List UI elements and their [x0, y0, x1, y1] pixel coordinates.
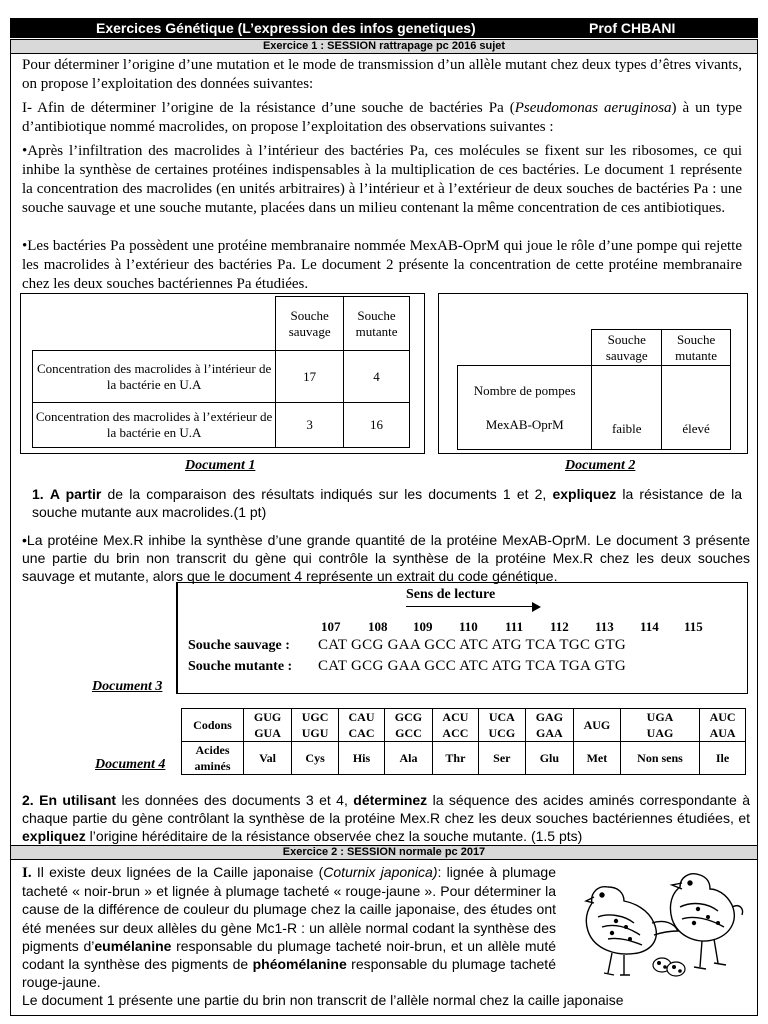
exercise-1-banner: Exercice 1 : SESSION rattrapage pc 2016 sujet [10, 39, 758, 54]
amino-acid-cell: Ile [700, 742, 746, 775]
q1-text-2: la résistance de la souche mutante aux macrolides.(1 pt) [32, 486, 742, 520]
doc2-mutant-value: élevé [662, 366, 731, 450]
q2-text-3: l’origine héréditaire de la résistance observée chez la souche mutante. (1.5 pts) [85, 828, 583, 844]
ex1-bullet-1: •Après l’infiltration des macrolides à l’intérieur des bactéries Pa, ces molécules se fixent sur les ribosomes, ce qui inhibe la synthèse de certaines protéines indispensables à la multiplication de ces bactéries. Le document 1 représente la concentration des macrolides (en unités arbitraires) à l’intérieur et à l’extérieur de deux souches de bactéries Pa : une souche sauvage et une souche mutante, placées dans un milieu contenant la même concentration de ces antibiotiques. [22, 143, 742, 216]
q1-keyword-1: A partir [49, 486, 102, 502]
position-113: 113 [595, 619, 614, 634]
codon-cell [384, 709, 432, 742]
wild-strain-sequence-row [188, 637, 627, 654]
codon-line-2: UCG [488, 726, 516, 740]
document-4-label: Document 4 [95, 757, 166, 772]
position-108: 108 [368, 619, 388, 634]
codon-line-2: UGU [301, 726, 329, 740]
document-3-label: Document 3 [92, 679, 163, 694]
part1-text-end: ) à un type d’antibiotique nommé macrolides, on propose l’exploitation des observations suivantes : [22, 100, 743, 135]
amino-acid-cell: Met [573, 742, 620, 775]
amino-acid-row [182, 742, 746, 775]
q1-text-1: de la comparaison des résultats indiqués sur les documents 1 et 2, [101, 486, 553, 502]
amino-acid-cell: Cys [292, 742, 339, 775]
position-111: 111 [505, 619, 524, 634]
ex1-bullet-2: •Les bactéries Pa possèdent une protéine membranaire nommée MexAB-OprM qui joue le rôle d’une pompe qui rejette les macrolides à l’extérieur des bactéries Pa. Le document 2 présente la concentration de cette protéine membranaire chez les deux souches bactériennes Pa étudiées. [22, 238, 742, 292]
codon-line-1: ACU [442, 710, 469, 724]
quail-illustration [568, 857, 746, 989]
codon-line-2: GCC [395, 726, 422, 740]
document-2-table [457, 329, 731, 450]
codon-line-1: GCG [394, 710, 423, 724]
codon-line-1: CAU [348, 710, 375, 724]
wild-strain-sequence: CAT GCG GAA GCC ATC ATG TCA TGC GTG [318, 637, 627, 653]
q2-text-1: les données des documents 3 et 4, [116, 792, 354, 808]
mutant-strain-label: Souche mutante : [188, 659, 293, 674]
question-1 [32, 485, 742, 521]
q2-number: 2. [22, 792, 34, 808]
q2-keyword-3: expliquez [22, 828, 86, 844]
amino-acid-cell: Glu [525, 742, 573, 775]
doc2-header-wild: Souche sauvage [592, 330, 662, 366]
doc1-row-inside-label: Concentration des macrolides à l’intérieur de la bactérie en U.A [33, 351, 276, 403]
quail-eggs-icon [653, 958, 685, 976]
doc2-wild-value: faible [592, 366, 662, 450]
codon-cell [339, 709, 385, 742]
doc1-row-inside-wild: 17 [276, 351, 344, 403]
q2-keyword-1: En utilisant [39, 792, 117, 808]
codon-line-2: GUA [254, 726, 281, 740]
ex2-paragraph [22, 863, 556, 991]
doc2-row-label-line2: MexAB-OprM [485, 416, 564, 432]
codon-line-1: GUG [253, 710, 282, 724]
reading-direction-arrow-line [406, 606, 534, 607]
doc1-row-outside-wild: 3 [276, 403, 344, 448]
ex2-text-3: responsable du plumage tacheté noir-brun, et un allèle muté codant la synthèse des pigments de [22, 937, 556, 973]
author-name: Prof CHBANI [589, 20, 676, 36]
position-112: 112 [550, 619, 569, 634]
q2-keyword-2: déterminez [353, 792, 428, 808]
doc2-header-mutant: Souche mutante [662, 330, 731, 366]
codon-line-2: GAA [536, 726, 563, 740]
ex1-intro: Pour déterminer l’origine d’une mutation et le mode de transmission d’un allèle mutant chez deux types d’êtres vivants, on propose l’exploitation des données suivantes: [22, 57, 742, 92]
codon-cell [620, 709, 699, 742]
species-name: Pseudomonas aeruginosa [514, 100, 672, 116]
wild-strain-label: Souche sauvage : [188, 638, 290, 653]
doc1-row-outside-mutant: 16 [344, 403, 410, 448]
position-109: 109 [413, 619, 433, 634]
ex2-text-1: Il existe deux lignées de la Caille japonaise ( [31, 864, 324, 880]
codon-line-1: UCA [488, 710, 515, 724]
q1-number: 1. [32, 486, 44, 502]
codon-cell [700, 709, 746, 742]
codon-cell [478, 709, 525, 742]
ex1-part1 [22, 99, 742, 137]
ex2-text-2: : lignée à plumage tacheté « noir-brun » et lignée à plumage tacheté « rouge-jaune ». Pour déterminer la cause de la différence de couleur du plumage chez la caille japonaise, des études ont été menées sur deux allèles du gène Mc1-R : un allèle normal codant la synthèse des pigments d’ [22, 864, 556, 954]
question-2 [22, 791, 750, 845]
genetic-code-table [181, 708, 746, 775]
pheomelanine-term: phéomélanine [252, 956, 347, 973]
codon-line-1: UGA [646, 710, 674, 724]
ex2-text-4: responsable du plumage tacheté rouge-jaune. [22, 956, 556, 991]
codons-header: Codons [182, 709, 244, 742]
codon-line-1: AUC [709, 710, 736, 724]
ex1-bullet-3: •La protéine Mex.R inhibe la synthèse d’une grande quantité de la protéine MexAB-OprM. Le document 3 présente une partie du brin non transcrit du gène qui contrôle la synthèse de la protéine Mex.R chez les deux souches sauvage et mutante, alors que le document 4 représente un extrait du code génétique. [22, 532, 750, 584]
amino-acids-header: Acides aminés [182, 742, 244, 775]
codon-cell [525, 709, 573, 742]
amino-acid-cell: Ser [478, 742, 525, 775]
codon-line-2: CAC [348, 726, 375, 740]
amino-acid-cell: Val [244, 742, 292, 775]
codon-line-1: GAG [535, 710, 564, 724]
amino-acid-cell: Ala [384, 742, 432, 775]
ex2-roman-numeral: I. [22, 865, 32, 881]
position-110: 110 [459, 619, 478, 634]
exercise-2-banner: Exercice 2 : SESSION normale pc 2017 [10, 845, 758, 860]
document-1-label: Document 1 [185, 458, 256, 473]
quail-right-icon [670, 874, 742, 969]
amino-acid-cell: Thr [433, 742, 479, 775]
doc1-row-inside-mutant: 4 [344, 351, 410, 403]
codon-cell [573, 709, 620, 742]
codon-line-1: UGC [301, 710, 329, 724]
position-107: 107 [321, 619, 341, 634]
codon-line-2: UAG [646, 726, 674, 740]
codon-line-2: ACC [442, 726, 469, 740]
q1-keyword-2: expliquez [552, 486, 617, 502]
doc1-row-outside-label: Concentration des macrolides à l’extérieur de la bactérie en U.A [33, 403, 276, 448]
doc1-header-wild: Souche sauvage [276, 297, 344, 351]
part1-text-start: I- Afin de déterminer l’origine de la résistance d’une souche de bactéries Pa ( [22, 100, 515, 116]
eumelanine-term: eumélanine [94, 937, 172, 954]
codon-cell [433, 709, 479, 742]
codon-line-1: AUG [583, 718, 611, 732]
page-header [10, 18, 758, 38]
amino-acid-cell: His [339, 742, 385, 775]
ex2-last-line: Le document 1 présente une partie du brin non transcrit de l’allèle normal chez la caille japonaise [22, 992, 624, 1008]
amino-acid-cell: Non sens [620, 742, 699, 775]
ex2-species-name: Coturnix japonica) [323, 864, 438, 880]
page-title: Exercices Génétique (L’expression des infos genetiques) [96, 20, 476, 36]
codon-line-2: AUA [709, 726, 736, 740]
codon-cell [292, 709, 339, 742]
reading-direction-label: Sens de lecture [406, 587, 496, 602]
arrow-right-icon [532, 602, 541, 612]
doc2-row-label-line1: Nombre de pompes [473, 382, 576, 398]
document-1-table [32, 296, 410, 448]
position-114: 114 [640, 619, 659, 634]
mutant-strain-sequence-row [188, 658, 627, 675]
position-115: 115 [684, 619, 703, 634]
mutant-strain-sequence: CAT GCG GAA GCC ATC ATG TCA TGA GTG [318, 658, 627, 674]
document-2-label: Document 2 [565, 458, 636, 473]
codon-cell [244, 709, 292, 742]
q2-text-2: la séquence des acides aminés correspondante à chaque partie du gène contrôlant la synthèse de la protéine Mex.R chez les deux souches bactériennes étudiées, et [22, 792, 750, 826]
codon-row [182, 709, 746, 742]
doc2-row-label [458, 366, 592, 450]
doc1-header-mutant: Souche mutante [344, 297, 410, 351]
